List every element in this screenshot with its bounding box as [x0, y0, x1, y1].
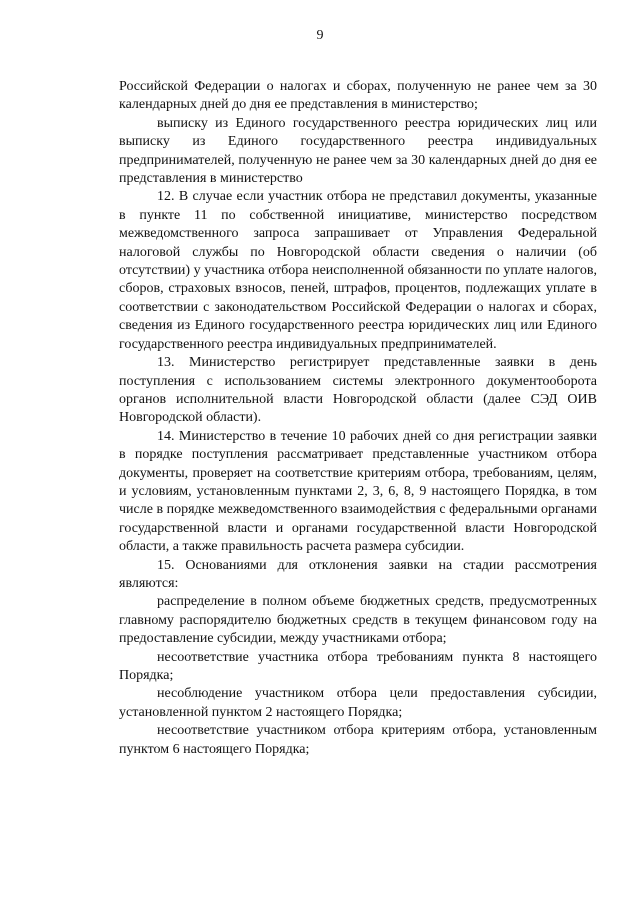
paragraph-14: 14. Министерство в течение 10 рабочих дней со дня регистрации заявки в порядке поступления рассматривает представленные участником отбора документы, проверяет на соответствие критериям отбора, требованиям, целям, и условиям, установленным пунктами 2, 3, 6, 8, 9 настоящего Порядка, в том числе в порядке межведомственного взаимодействия с федеральными органами государственной власти и органами государственной власти Новгородской области, а также правильность расчета размера субсидии.	[119, 428, 597, 555]
page-number: 9	[316, 28, 324, 43]
list-item-purpose-noncompliance: несоблюдение участником отбора цели предоставления субсидии, установленной пунктом 2 настоящего Порядка;	[119, 686, 597, 720]
list-item-criteria-mismatch: несоответствие участником отбора критериям отбора, установленным пунктом 6 настоящего Порядка;	[119, 723, 597, 757]
paragraph-continuation-tax-certificate: Российской Федерации о налогах и сборах, полученную не ранее чем за 30 календарных дней до дня ее представления в министерство;	[119, 79, 597, 113]
list-item-budget-distribution: распределение в полном объеме бюджетных средств, предусмотренных главному распорядителю бюджетных средств в текущем финансовом году на предоставление субсидии, между участниками отбора;	[119, 594, 597, 647]
document-body	[119, 78, 597, 759]
list-item-requirements-mismatch: несоответствие участника отбора требованиям пункта 8 настоящего Порядка;	[119, 649, 597, 683]
paragraph-15: 15. Основаниями для отклонения заявки на стадии рассмотрения являются:	[119, 557, 597, 591]
paragraph-13: 13. Министерство регистрирует представленные заявки в день поступления с использованием системы электронного документооборота органов исполнительной власти Новгородской области (далее СЭД ОИВ Новгородской области).	[119, 355, 597, 426]
paragraph-12: 12. В случае если участник отбора не представил документы, указанные в пункте 11 по собственной инициативе, министерство посредством межведомственного запроса запрашивает от Управления Федеральной налоговой службы по Новгородской области сведения о наличии (об отсутствии) у участника отбора неисполненной обязанности по уплате налогов, сборов, страховых взносов, пеней, штрафов, процентов, подлежащих уплате в соответствии с законодательством Российской Федерации о налогах и сборах, сведения из Единого государственного реестра юридических лиц или Единого государственного реестра индивидуальных предпринимателей.	[119, 189, 597, 352]
paragraph-egrul-extract: выписку из Единого государственного реестра юридических лиц или выписку из Единого государственного реестра индивидуальных предпринимателей, полученную не ранее чем за 30 календарных дней до дня ее представления в министерство	[119, 115, 597, 187]
